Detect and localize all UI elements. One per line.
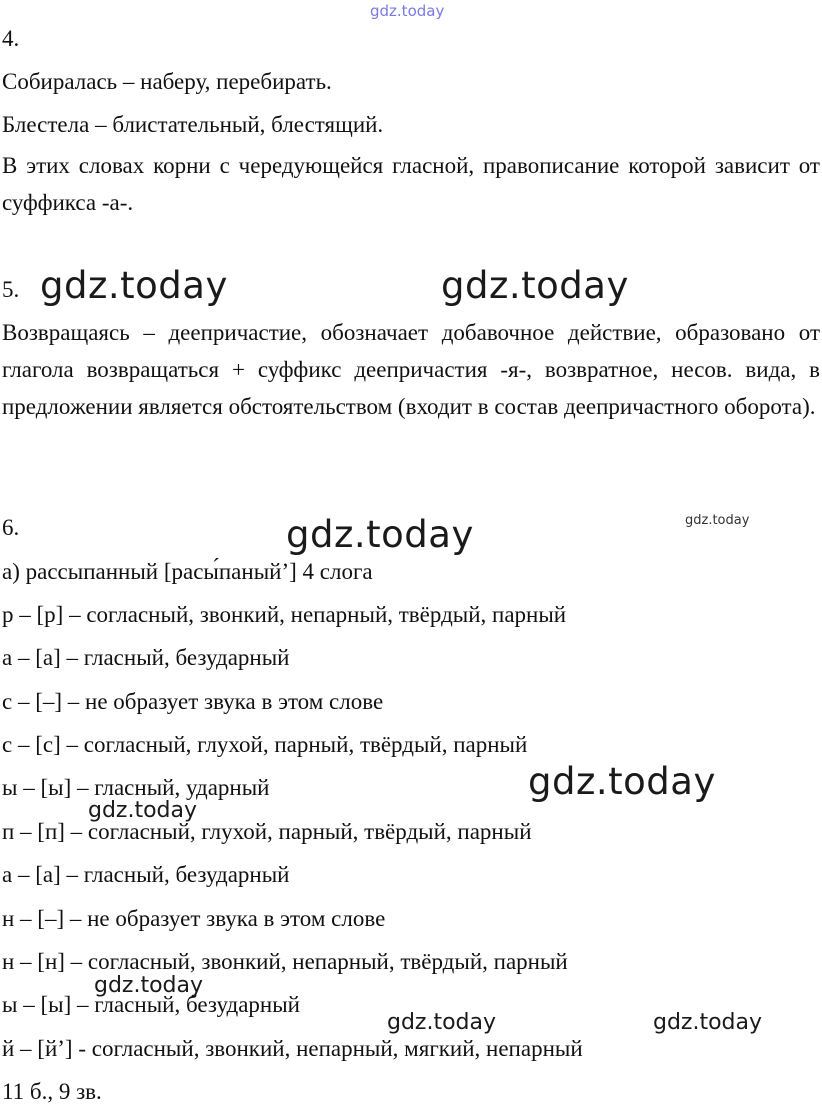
section6-number: 6. <box>2 515 20 540</box>
section4-line2: Блестела – блистательный, блестящий. <box>2 112 384 137</box>
watermark-middle-left: gdz.today <box>88 798 198 823</box>
phonetic-line: п – [п] – согласный, глухой, парный, твёрдый, парный <box>2 819 532 844</box>
phonetic-line: н – [–] – не образует звука в этом слове <box>2 906 386 931</box>
section5-paragraph-text: Возвращаясь – деепричастие, обозначает добавочное действие, образовано от глагола возвращаться + суффикс деепричастия -я-, возвратное, несов. вида, в предложении является обстоятельством (входит в состав деепричастного оборота). <box>2 320 820 419</box>
watermark-section5-right: gdz.today <box>441 264 629 307</box>
phonetic-line: ы – [ы] – гласный, безударный <box>2 992 300 1017</box>
phonetic-line: ы – [ы] – гласный, ударный <box>2 775 270 800</box>
summary-line: 11 б., 9 зв. <box>2 1079 102 1104</box>
section4-number: 4. <box>2 26 20 51</box>
section5-paragraph <box>2 314 820 425</box>
watermark-lower-center: gdz.today <box>387 1010 497 1035</box>
section4-paragraph <box>2 147 820 221</box>
phonetic-line: й – [й’] - согласный, звонкий, непарный, мягкий, непарный <box>2 1036 583 1061</box>
section4-line1: Собиралась – наберу, перебирать. <box>2 69 332 94</box>
section4-paragraph-text: В этих словах корни с чередующейся гласной, правописание которой зависит от суффикса -а-. <box>2 153 820 215</box>
watermark-section6-center: gdz.today <box>286 513 474 556</box>
phonetic-line: а – [а] – гласный, безударный <box>2 862 290 887</box>
watermark-lower-right: gdz.today <box>653 1010 763 1035</box>
phonetic-line: с – [–] – не образует звука в этом слове <box>2 689 384 714</box>
phonetic-line: н – [н] – согласный, звонкий, непарный, твёрдый, парный <box>2 949 568 974</box>
watermark-middle-right: gdz.today <box>528 760 716 803</box>
watermark-lower-left: gdz.today <box>94 973 204 998</box>
phonetic-line: с – [с] – согласный, глухой, парный, твёрдый, парный <box>2 732 528 757</box>
watermark-top: gdz.today <box>370 2 445 20</box>
watermark-section6-small: gdz.today <box>685 513 750 528</box>
phonetic-line: а) рассыпанный [расы́паный’] 4 слога <box>2 559 373 584</box>
phonetic-line: а – [а] – гласный, безударный <box>2 645 290 670</box>
watermark-section5-left: gdz.today <box>40 264 228 307</box>
section5-number: 5. <box>2 277 20 302</box>
phonetic-line: р – [р] – согласный, звонкий, непарный, твёрдый, парный <box>2 602 567 627</box>
